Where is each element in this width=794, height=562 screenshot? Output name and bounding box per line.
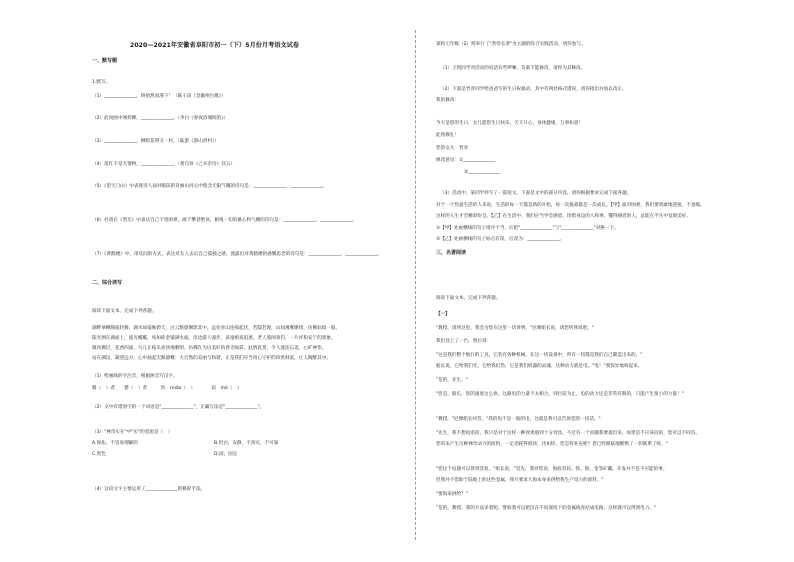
q1-4: （4）落红不是无情物，______________。（龚自珍《己亥杂诗》其五） <box>92 162 236 167</box>
activity-q3-2: ②【乙】处画横线的句子标点有误，应改为：______________。 <box>436 237 565 242</box>
activity-q3-1: ①【甲】处画横线的句子排序不当，应把"______________"与"______________"对换一下。 <box>436 226 619 231</box>
novel-line-6: "但是，船长，您的速度这么快，这跟电的力量不太相合，到目前为止，电的动力还是非常有限的，只能产生很小的力量！" <box>436 392 684 397</box>
q1-6: （6）杜甫在《望岳》中表达自己不畏困难，敢于攀登绝顶，俯视一切的雄心和气概的诗句是：______________，______________。 <box>92 218 357 223</box>
novel-line-2: 我们登上了一台，然后说： <box>436 339 492 344</box>
reading-intro-2: 阅读下面文本，完成下列各题。 <box>436 296 501 301</box>
activity-q3: （3）活动中，某同学抄写了一篇短文，下面是文中的部分内容，请你根据要求完成下面各题。 <box>440 191 632 196</box>
novel-line-9: 您用来产生这种神奇动力的原料，一定消耗得很快，比如锌，您怎样补充呢？您已经跟陆地断绝了一切联系了呀。" <box>436 442 668 447</box>
my-revision-label: 我的修改： <box>436 98 459 103</box>
right-page <box>418 0 794 562</box>
option-d: D.固，固定 <box>214 452 238 457</box>
q2-4: （4）这段文字主要运用了______________的修辞手法。 <box>92 487 206 492</box>
revision-1: 修改意见：①______________ <box>436 158 496 163</box>
passage-line-2: 阳光洒在湖面上，波光粼粼，宛如碎金铺满水面。岸边游人漫步，孩童嬉戏追逐，老人悠闲垂钓，一片祥和安宁的景象。 <box>92 336 336 341</box>
q1-3: （3）______________，柳暗花明又一村。（陆游《游山西村》） <box>92 139 219 144</box>
q2-3: （3）"神奇实在"中"实"的意思是（ ） <box>92 430 173 435</box>
novel-line-7: "教授，"尼摩船长回答，"我的电不是一般的电，这就是我可以告诉您的一切话。" <box>436 417 601 422</box>
q1-5: （5）《望天门山》中表现诗人面对眼前的奇丽山河心中饱含无限气魄的诗句是：______________，______________。 <box>92 184 327 189</box>
section-2-heading: 二、综合读写 <box>92 280 123 286</box>
q2-2: （2）文中有错别字的一个词语是"______________"，正确写法是"______________"。 <box>92 405 265 410</box>
excerpt-line-1: 对于一个热爱生活的人来说，生活的每一天都是新的开始，每一次挑战都是一次成长。【甲】面对困难，我们要勇敢地迎接，不退缩。 <box>436 203 705 208</box>
section-3-heading: 三、名著阅读 <box>436 250 467 256</box>
novel-line-13: "是的，教授，我的方法多着呢。譬如我可以把沉在不同深度下的金属线连结成电路，这样就可以得到电力。" <box>436 506 657 511</box>
q1-2: （2）此夜曲中闻折柳，______________。（李白《春夜洛城闻笛》） <box>92 116 229 121</box>
passage-line-4: 站在湖边，凝望远方，心中涌起无限感慨：大自然的美丽与和谐，正是我们应当用心守护的珍贵财富，让人陶醉其中。 <box>92 356 331 361</box>
novel-line-4: 船长说，它给我们光，它给我们热，它是我们机器的灵魂。这种动力就是电。"电！"我惊异地叫起来。 <box>436 364 643 369</box>
excerpt-line-2: 这样的人生才会精彩纷呈。【乙】在生活中，我们应当学会感恩，珍惜身边的人和事。懂得感恩的人，总能在平凡中发现美好。 <box>436 214 691 219</box>
passage-line-1: 湖畔翠柳随波轻舞，湖水如镜映碧天，白云悠悠倒影其中。远处青山连绵起伏，若隐若现，山间薄雾缭绕，仿佛仙境一般。 <box>92 326 341 331</box>
option-a: A.保佑，不容易理解的 <box>92 441 138 446</box>
passage-marker: 【一】 <box>436 312 450 317</box>
novel-line-5: "是的，先生。" <box>436 378 468 383</box>
section-1-heading: 一、默写题 <box>92 58 118 64</box>
q2-1: （1）给画线的字注音，根据拼音写汉字。 <box>92 374 178 379</box>
passage-line-3: 微风拂过，花香四溢，鸟儿在枝头欢快地歌唱，仿佛在为这美好的春光喝彩。此情此景，令人流连忘返，心旷神怡。 <box>92 346 327 351</box>
column-divider <box>415 30 416 540</box>
letter-closing: 此致敬礼！ <box>436 133 459 138</box>
novel-line-11: 但我并不借助于陆地上的这些金属，我只要求大海本身来供给我生产电力的原料。" <box>436 478 604 483</box>
option-c: C.黑色 <box>92 452 106 457</box>
revision-2: ②______________ <box>464 170 501 175</box>
activity-q1: （1）王悦同学对活动的说话有些啰嗦，答案不能修改，请你为其修改。 <box>440 66 586 71</box>
exam-title: 2020—2021年安徽省阜阳市初一（下）5月份月考语文试卷 <box>130 42 300 49</box>
q1-7: （7）《黄鹤楼》中，用反问的方式，表达对友人去后自己孤独之感，流露出对黄鹤楼的感慨思念的诗句是：______________，______________。 <box>92 252 383 257</box>
letter-signature: 您的女儿 晋青 <box>436 146 469 151</box>
q1-label: 1.默写。 <box>92 80 111 85</box>
novel-line-10: "您这个问题可以得到答复，"船长说，"首先，我对您说，海底有锌、铁、银、金等矿藏，开发并不是不可能的事。 <box>436 467 668 472</box>
activity-intro: 某校七年级（2）班举行了"善待长辈"为主题的综合实践活动，请你参与。 <box>436 42 586 47</box>
novel-line-1: "教授，请到这里，我会为您在这里一切讲明，"尼摩船长说，请您听我说吧。" <box>436 326 594 331</box>
letter-body: 今天是您的生日，女儿愿您生日快乐，天天开心，身体健康，万事如意！ <box>436 121 584 126</box>
novel-line-8: "先生，我不想再追问，我只是对于这样一种效果感到十分奇怪。不过有一个问题我要提出来，如果是不应该问的，您可以不回答。 <box>436 431 700 436</box>
q1-1: （1）______________，终始然而沸下！（陈子昂《登幽州台歌》） <box>92 94 226 99</box>
novel-line-12: "要海来供给？" <box>436 492 468 497</box>
q2-1-items: 翳（ ）者 婪（ ）者 浩 miǎo（ ） 寂 mò（ ） <box>92 386 242 391</box>
activity-q2: （2）下面是晋青同学给爸爸写的生日祝福语，其中有两处格式错误，请你指出并加以改正。 <box>440 87 627 92</box>
option-b: B.坦白，安静，不真实，不可靠 <box>214 441 279 446</box>
reading-intro: 阅读下面文本，完成下列各题。 <box>92 309 157 314</box>
novel-line-3: "这是我们整个航行的工具，它装有各种机械，在这一切设备中，所有一切都是我们自己制造出来的。" <box>436 353 643 358</box>
